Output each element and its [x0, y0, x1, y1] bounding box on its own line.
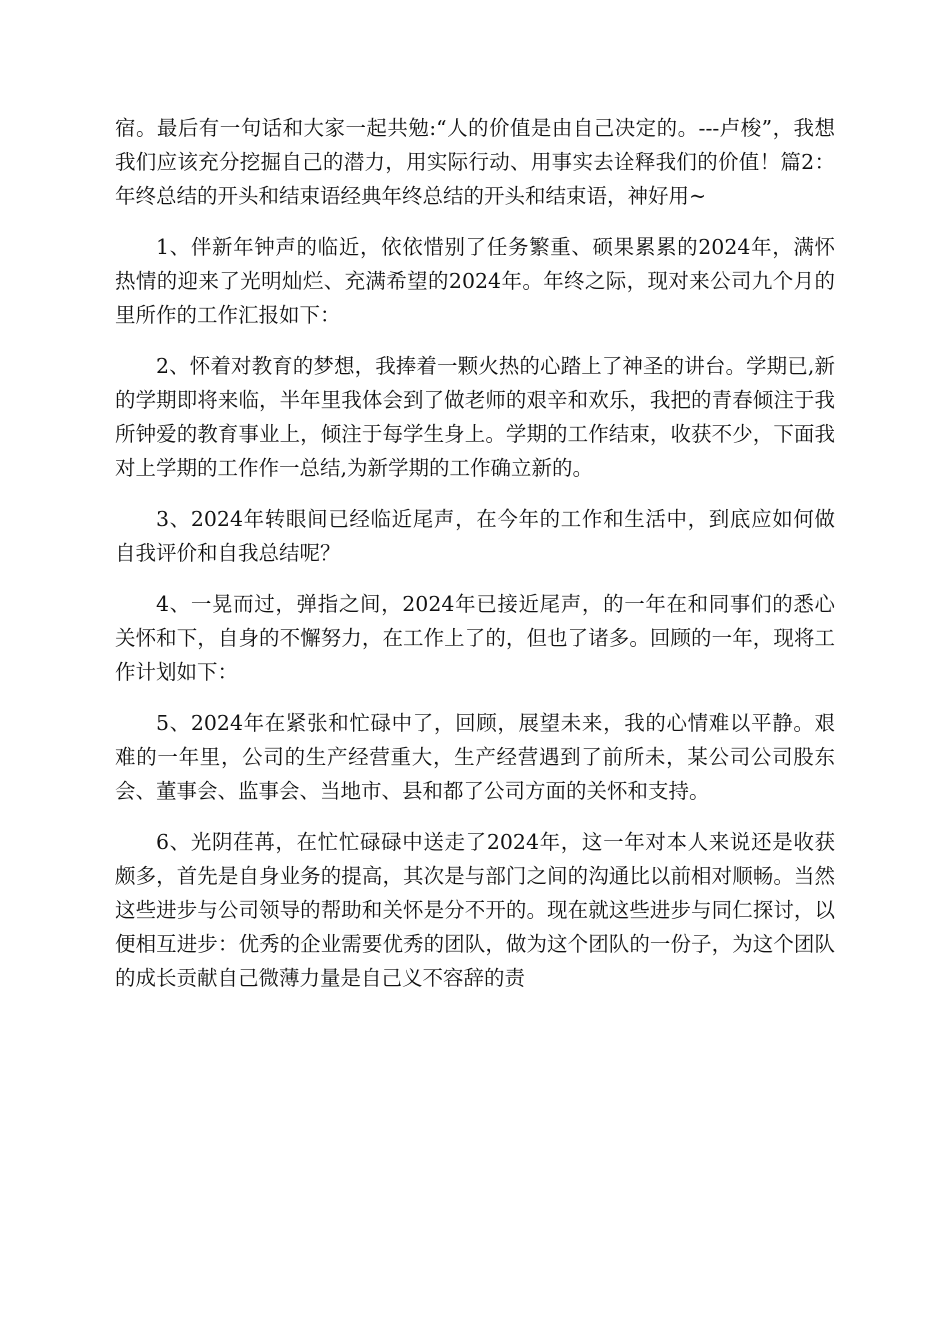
paragraph-item-4: 4、一晃而过，弹指之间，2024年已接近尾声，的一年在和同事们的悉心关怀和下，自身的不懈努力，在工作上了的，但也了诸多。回顾的一年，现将工作计划如下：: [115, 592, 835, 684]
paragraph-item-2: 2、怀着对教育的梦想，我捧着一颗火热的心踏上了神圣的讲台。学期已,新的学期即将来临，半年里我体会到了做老师的艰辛和欢乐，我把的青春倾注于我所钟爱的教育事业上，倾注于每学生身上。学期的工作结束，收获不少，下面我对上学期的工作作一总结,为新学期的工作确立新的。: [115, 354, 835, 480]
paragraph-item-1: 1、伴新年钟声的临近，依依惜别了任务繁重、硕果累累的2024年，满怀热情的迎来了光明灿烂、充满希望的2024年。年终之际，现对来公司九个月的里所作的工作汇报如下：: [115, 235, 835, 327]
paragraph-item-6: 6、光阴荏苒，在忙忙碌碌中送走了2024年，这一年对本人来说还是收获颇多，首先是自身业务的提高，其次是与部门之间的沟通比以前相对顺畅。当然这些进步与公司领导的帮助和关怀是分不开的。现在就这些进步与同仁探讨，以便相互进步：优秀的企业需要优秀的团队，做为这个团队的一份子，为这个团队的成长贡献自己微薄力量是自己义不容辞的责: [115, 830, 835, 990]
paragraph-continuation: 宿。最后有一句话和大家一起共勉:“人的价值是由自己决定的。---卢梭”，我想我们应该充分挖掘自己的潜力，用实际行动、用事实去诠释我们的价值！篇2：年终总结的开头和结束语经典年终总结的开头和结束语，神好用~: [115, 116, 835, 208]
paragraph-item-3: 3、2024年转眼间已经临近尾声，在今年的工作和生活中，到底应如何做自我评价和自我总结呢？: [115, 507, 835, 565]
paragraph-item-5: 5、2024年在紧张和忙碌中了，回顾，展望未来，我的心情难以平静。艰难的一年里，公司的生产经营重大，生产经营遇到了前所未，某公司公司股东会、董事会、监事会、当地市、县和都了公司方面的关怀和支持。: [115, 711, 835, 803]
document-body: [115, 111, 835, 995]
